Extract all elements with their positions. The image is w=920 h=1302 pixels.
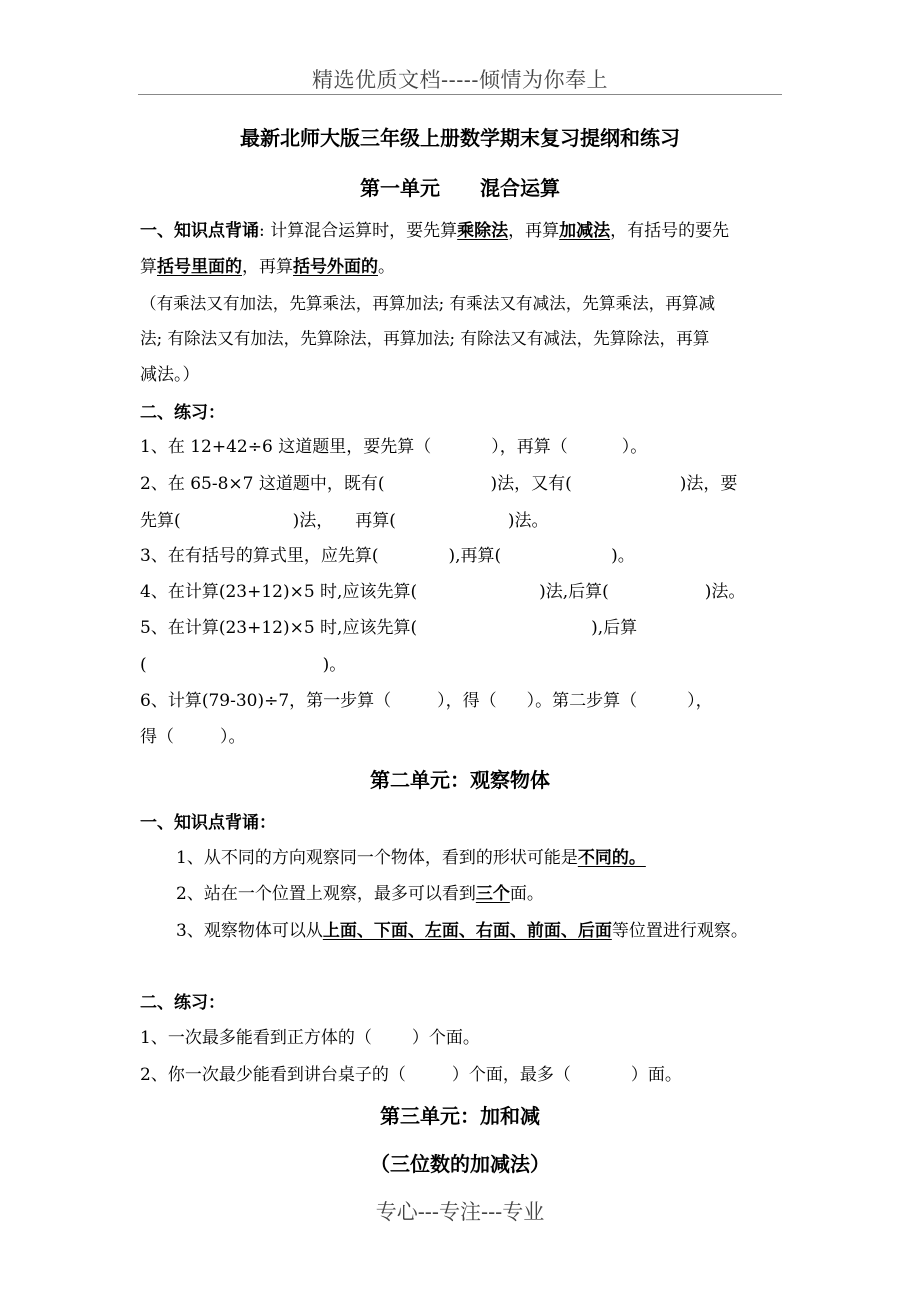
text: )法， bbox=[292, 511, 334, 531]
text: ），得（ bbox=[437, 691, 497, 711]
keyword: 不同的。 bbox=[577, 848, 646, 868]
text: ),再算( bbox=[448, 546, 502, 566]
text: )。 bbox=[322, 655, 347, 675]
unit1-question-6-line2 bbox=[140, 722, 246, 747]
text: 。 bbox=[378, 257, 395, 277]
unit1-question-1 bbox=[140, 432, 647, 457]
text: )法，要 bbox=[679, 474, 738, 494]
header-divider bbox=[138, 94, 782, 95]
text: 先算( bbox=[140, 511, 181, 531]
unit1-question-2-line1 bbox=[140, 469, 737, 494]
page-footer: 专心---专注---专业 bbox=[375, 1200, 545, 1224]
unit1-question-3 bbox=[140, 541, 635, 566]
knowledge-label: 一、知识点背诵 bbox=[140, 221, 259, 241]
unit1-note-line2: 法; 有除法又有加法，先算除法，再算加法; 有除法又有减法，先算除法，再算 bbox=[140, 329, 710, 348]
unit3-subtitle: （三位数的加减法） bbox=[370, 1152, 550, 1176]
keyword: 括号里面的 bbox=[157, 257, 242, 277]
keyword: 加减法 bbox=[559, 221, 611, 241]
text: 2、你一次最少能看到讲台桌子的（ bbox=[140, 1065, 406, 1085]
text: ( bbox=[140, 655, 147, 675]
unit1-knowledge-line1 bbox=[140, 216, 729, 241]
text: 6、计算(79-30)÷7，第一步算（ bbox=[140, 691, 392, 711]
text: 3、在有括号的算式里，应先算( bbox=[140, 546, 379, 566]
text: 1、一次最多能看到正方体的（ bbox=[140, 1028, 372, 1048]
text: ，再算 bbox=[508, 221, 560, 241]
unit1-note-line1: （有乘法又有加法，先算乘法，再算加法; 有乘法又有减法，先算乘法，再算减 bbox=[140, 294, 716, 313]
unit2-question-2 bbox=[140, 1060, 682, 1085]
text: ）个面。 bbox=[411, 1028, 480, 1048]
text: 5、在计算(23+12)×5 时,应该先算( bbox=[140, 618, 418, 638]
unit2-point-3 bbox=[176, 916, 748, 941]
text: 1、从不同的方向观察同一个物体，看到的形状可能是 bbox=[176, 848, 578, 868]
unit2-point-1 bbox=[176, 843, 646, 868]
text: 4、在计算(23+12)×5 时,应该先算( bbox=[140, 582, 418, 602]
unit1-question-5-line2 bbox=[140, 650, 346, 675]
unit2-title: 第二单元：观察物体 bbox=[370, 768, 550, 792]
keyword: 上面、下面、左面、右面、前面、后面 bbox=[322, 921, 612, 941]
page-header: 精选优质文档-----倾情为你奉上 bbox=[312, 68, 608, 92]
text: : 计算混合运算时，要先算 bbox=[259, 221, 458, 241]
text: 2、在 65-8×7 这道题中，既有( bbox=[140, 474, 385, 494]
unit1-title: 第一单元 混合运算 bbox=[360, 176, 560, 200]
text: 算 bbox=[140, 257, 157, 277]
text: 得（ bbox=[140, 727, 174, 747]
unit1-knowledge-line2 bbox=[140, 252, 395, 277]
text: )法。 bbox=[507, 511, 549, 531]
text: 1、在 12+42÷6 这道题里，要先算（ bbox=[140, 437, 432, 457]
text: ）。 bbox=[220, 727, 246, 747]
text: ）， bbox=[687, 691, 713, 711]
text: ）面。 bbox=[630, 1065, 682, 1085]
text: 再算( bbox=[355, 511, 396, 531]
text: ），再算（ bbox=[491, 437, 568, 457]
text: 面。 bbox=[509, 884, 544, 904]
text: )。 bbox=[611, 546, 635, 566]
unit1-question-2-line2 bbox=[140, 506, 549, 531]
unit3-title: 第三单元：加和减 bbox=[380, 1104, 540, 1128]
unit1-question-5-line1 bbox=[140, 613, 637, 638]
text: 等位置进行观察。 bbox=[611, 921, 748, 941]
keyword: 三个 bbox=[475, 884, 510, 904]
unit1-question-4 bbox=[140, 577, 745, 602]
text: ）。 bbox=[621, 437, 648, 457]
unit2-question-1 bbox=[140, 1023, 480, 1048]
text: ，再算 bbox=[242, 257, 293, 277]
text: ),后算 bbox=[591, 618, 638, 638]
text: )法，又有( bbox=[490, 474, 572, 494]
unit2-knowledge-label: 一、知识点背诵： bbox=[140, 813, 276, 833]
text: 2、站在一个位置上观察，最多可以看到 bbox=[176, 884, 476, 904]
unit1-exercise-label: 二、练习： bbox=[140, 403, 225, 423]
unit1-question-6-line1 bbox=[140, 686, 713, 711]
keyword: 乘除法 bbox=[457, 221, 509, 241]
main-title: 最新北师大版三年级上册数学期末复习提纲和练习 bbox=[240, 126, 680, 150]
text: ）个面，最多（ bbox=[451, 1065, 571, 1085]
text: ，有括号的要先 bbox=[610, 221, 730, 241]
text: 3、观察物体可以从 bbox=[176, 921, 323, 941]
unit2-point-2 bbox=[176, 879, 544, 904]
text: )法,后算( bbox=[539, 582, 609, 602]
text: )法。 bbox=[704, 582, 746, 602]
unit2-exercise-label: 二、练习： bbox=[140, 993, 225, 1013]
text: ）。第二步算（ bbox=[526, 691, 638, 711]
unit1-note-line3: 减法。） bbox=[140, 365, 200, 385]
keyword: 括号外面的 bbox=[293, 257, 378, 277]
